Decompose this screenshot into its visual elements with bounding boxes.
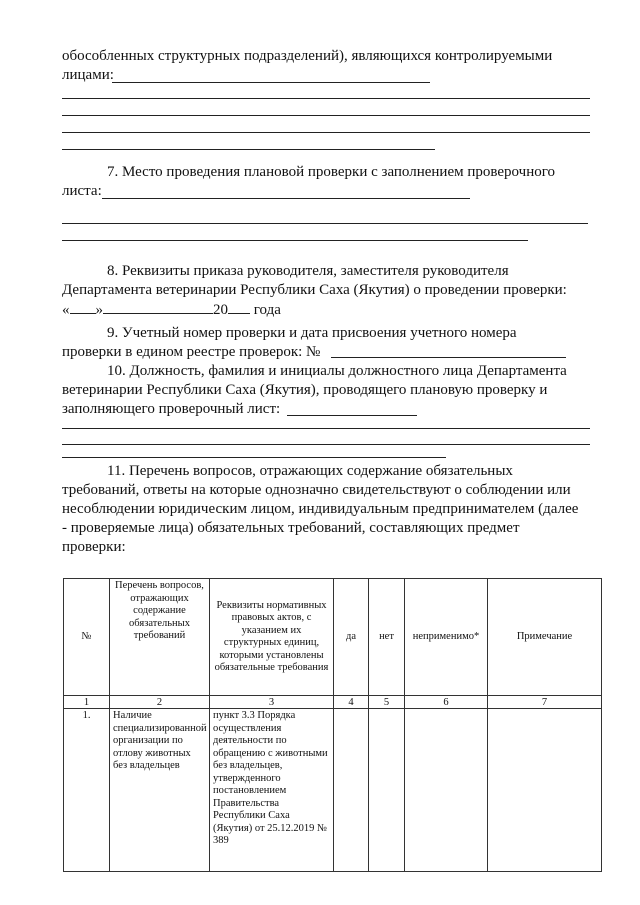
column-number: 1: [64, 696, 110, 709]
item7-line1: 7. Место проведения плановой проверки с заполнением проверочного: [107, 164, 556, 180]
table-row: [64, 709, 602, 872]
row-number: 1.: [64, 709, 110, 872]
header-yes: да: [334, 579, 369, 696]
header-not-applicable: неприменимо*: [405, 579, 488, 696]
fill-line: [62, 444, 590, 445]
fill-line: [62, 223, 588, 224]
column-number: 4: [334, 696, 369, 709]
item11-line2: требований, ответы на которые однозначно свидетельствуют о соблюдении или: [62, 482, 571, 498]
item10-line2: ветеринарии Республики Саха (Якутия), проводящего плановую проверку и: [62, 382, 548, 398]
row-question: Наличие специализированной организации по отлову животных без владельцев: [110, 709, 210, 872]
header-requisites: Реквизиты нормативных правовых актов, с указанием их структурных единиц, которыми установлены обязательные требования: [210, 579, 334, 696]
fill-line: [62, 457, 446, 458]
item8-date-line: « » 20 года: [62, 302, 281, 318]
header-number: №: [64, 579, 110, 696]
fill-line: [112, 82, 430, 83]
checklist-table: [63, 578, 602, 872]
column-number: 7: [488, 696, 602, 709]
item11-line1: 11. Перечень вопросов, отражающих содержание обязательных: [107, 463, 513, 479]
item9-line1: 9. Учетный номер проверки и дата присвоения учетного номера: [107, 325, 517, 341]
item11-line5: проверки:: [62, 539, 126, 555]
table-header-row: [64, 579, 602, 696]
top-text-line2: лицами:: [62, 67, 114, 83]
item11-line4: - проверяемые лица) обязательных требований, составляющих предмет: [62, 520, 520, 536]
item10-line3: заполняющего проверочный лист:: [62, 401, 281, 417]
fill-line: [62, 240, 528, 241]
item7-line2: листа:: [62, 183, 102, 199]
row-na-cell[interactable]: [405, 709, 488, 872]
row-yes-cell[interactable]: [334, 709, 369, 872]
row-no-cell[interactable]: [369, 709, 405, 872]
item11-line3: несоблюдении юридическим лицом, индивидуальным предпринимателем (далее: [62, 501, 579, 517]
fill-line: [62, 132, 590, 133]
fill-line: [62, 98, 590, 99]
fill-line: [62, 428, 590, 429]
fill-line: [287, 415, 417, 416]
fill-line: [102, 198, 470, 199]
header-note: Примечание: [488, 579, 602, 696]
item8-line2: Департамента ветеринарии Республики Саха (Якутия) о проведении проверки:: [62, 282, 567, 298]
column-number: 2: [110, 696, 210, 709]
column-number: 5: [369, 696, 405, 709]
item10-line1: 10. Должность, фамилия и инициалы должностного лица Департамента: [107, 363, 567, 379]
row-note-cell[interactable]: [488, 709, 602, 872]
item8-line1: 8. Реквизиты приказа руководителя, заместителя руководителя: [107, 263, 509, 279]
column-number: 3: [210, 696, 334, 709]
fill-line: [331, 357, 566, 358]
fill-line: [62, 115, 590, 116]
row-requisites: пункт 3.3 Порядка осуществления деятельности по обращению с животными без владельцев, утвержденного постановлением Правительства Республики Саха (Якутия) от 25.12.2019 № 389: [210, 709, 334, 872]
header-no: нет: [369, 579, 405, 696]
column-number: 6: [405, 696, 488, 709]
header-questions: Перечень вопросов, отражающих содержание обязательных требований: [110, 579, 210, 696]
fill-line: [62, 149, 435, 150]
item9-line2: проверки в едином реестре проверок: №: [62, 344, 321, 360]
table-number-row: [64, 696, 602, 709]
top-text-line1: обособленных структурных подразделений), являющихся контролируемыми: [62, 48, 553, 64]
